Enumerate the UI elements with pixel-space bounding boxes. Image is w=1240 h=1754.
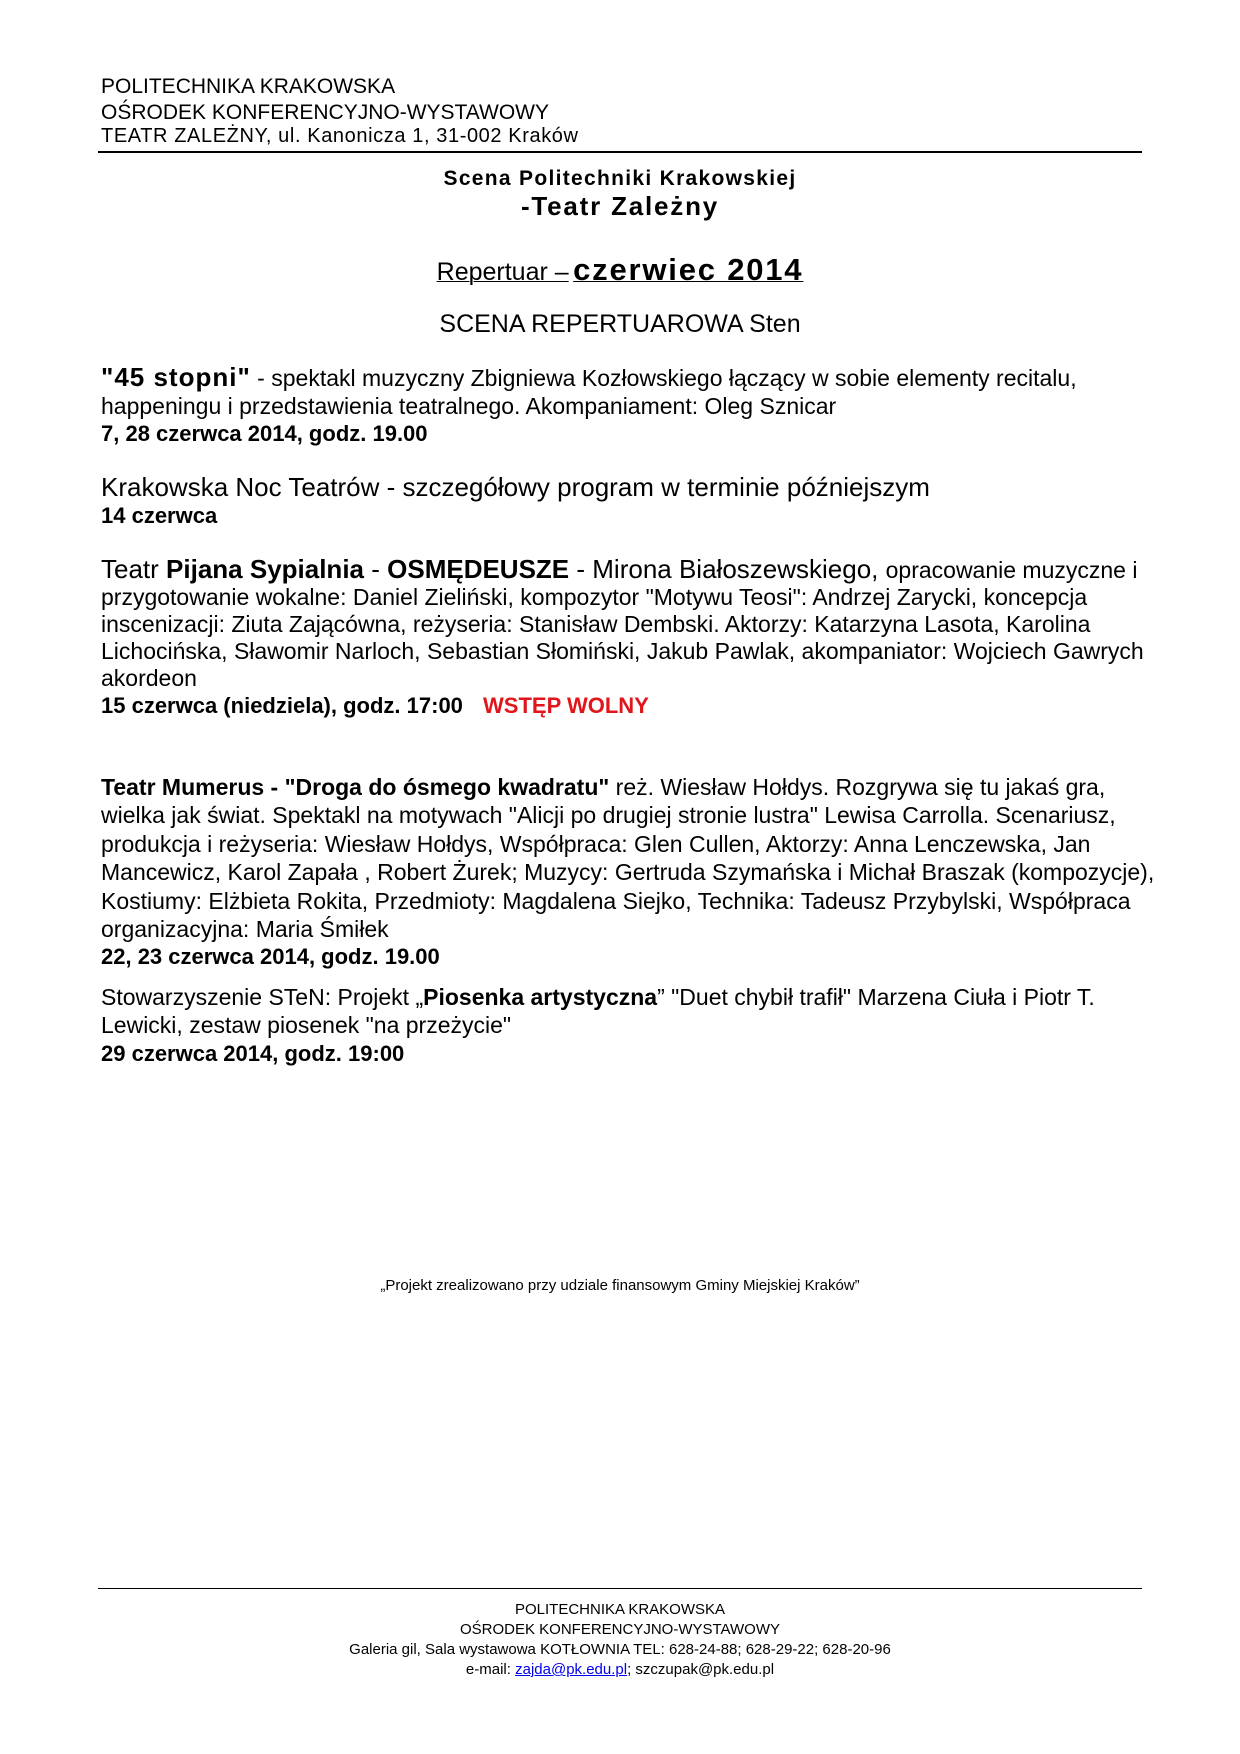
stage-title [0,166,1240,220]
event-project-label: Stowarzyszenie STeN: Projekt „ [101,984,424,1010]
event-date: 14 czerwca [101,503,218,528]
event-description: - spektakl muzyczny Zbigniewa Kozłowskiego łączący w sobie elementy recitalu, happeningu i przedstawienia teatralnego. Akompaniament: Oleg Sznicar [101,365,1077,419]
event-description: opracowanie muzyczne i przygotowanie wokalne: Daniel Zieliński, kompozytor "Motywu Teosi": Andrzej Zarycki, koncepcja inscenizacji: Ziuta Zającówna, reżyseria: Stanisław Dembski. Aktorzy: Katarzyna Lasota, Karolina Lichocińska, Sławomir Narloch, Sebastian Słomiński, Jakub Pawlak, akompaniator: Wojciech Gawrych akordeon [101,557,1144,691]
event-piosenka-artystyczna [101,983,1161,1068]
event-title: OSMĘDEUSZE [387,554,570,584]
email-label: e-mail: [465,1661,516,1678]
event-theatre-name: Pijana Sypialnia [166,554,365,584]
event-droga-do-osmego-kwadratu [101,773,1161,971]
event-date: 7, 28 czerwca 2014, godz. 19.00 [101,421,428,446]
event-title: "45 stopni" [101,362,251,392]
repertoire-month: czerwiec 2014 [573,252,804,287]
email-separator: ; [627,1661,636,1678]
email-link-zajda[interactable]: zajda@pk.edu.pl [515,1661,628,1678]
stage-title-line2: -Teatr Zależny [520,191,720,221]
event-noc-teatrow [101,472,1161,530]
letterhead-institution: POLITECHNIKA KRAKOWSKA [101,75,396,98]
repertoire-heading [0,252,1240,288]
email-szczupak: szczupak@pk.edu.pl [635,1661,775,1678]
footer-divider [98,1588,1142,1589]
event-title: Krakowska Noc Teatrów - szczegółowy program w terminie późniejszym [101,472,930,502]
event-45-stopni [101,363,1161,448]
footer-email-line [0,1660,1240,1680]
event-title: Piosenka artystyczna [423,984,658,1010]
funding-note: „Projekt zrealizowano przy udziale finansowym Gminy Miejskiej Kraków” [380,1277,860,1294]
event-theatre-label: Teatr [101,554,167,584]
letterhead-address: TEATR ZALEŻNY, ul. Kanonicza 1, 31-002 Kraków [101,125,579,147]
footer [0,1600,1240,1680]
event-date: 15 czerwca (niedziela), godz. 17:00 [101,693,463,718]
letterhead-department: OŚRODEK KONFERENCYJNO-WYSTAWOWY [101,101,550,124]
event-description: ” "Duet chybił trafił" Marzena Ciuła i Piotr T. Lewicki, zestaw piosenek "na przeżycie" [101,984,1095,1039]
free-entry-badge: WSTĘP WOLNY [483,693,649,718]
event-description: reż. Wiesław Hołdys. Rozgrywa się tu jakaś gra, wielka jak świat. Spektakl na motywach "Alicji po drugiej stronie lustra" Lewisa Carrolla. Scenariusz, produkcja i reżyseria: Wiesław Hołdys, Współpraca: Glen Cullen, Aktorzy: Anna Lenczewska, Jan Mancewicz, Karol Zapała , Robert Żurek; Muzycy: Gertruda Szymańska i Michał Braszak (kompozycje), Kostiumy: Elżbieta Rokita, Przedmioty: Magdalena Siejko, Technika: Tadeusz Przybylski, Współpraca organizacyjna: Maria Śmiłek [101,774,1155,943]
footer-institution: POLITECHNIKA KRAKOWSKA [514,1601,726,1618]
footer-department: OŚRODEK KONFERENCYJNO-WYSTAWOWY [459,1621,780,1638]
event-date: 29 czerwca 2014, godz. 19:00 [101,1040,405,1066]
footer-contact: Galeria gil, Sala wystawowa KOTŁOWNIA TEL: 628-24-88; 628-29-22; 628-20-96 [349,1641,891,1658]
event-osmedeusze [101,556,1161,720]
event-title: Teatr Mumerus - "Droga do ósmego kwadratu" [101,774,610,800]
letterhead [101,74,1141,146]
header-divider [98,151,1142,153]
repertoire-label: Repertuar – [436,258,569,286]
stage-title-line1: Scena Politechniki Krakowskiej [443,167,797,190]
event-author: - Mirona Białoszewskiego, [569,554,886,584]
event-separator: - [364,554,388,584]
section-title: SCENA REPERTUAROWA Sten [439,310,801,338]
event-date: 22, 23 czerwca 2014, godz. 19.00 [101,944,440,970]
